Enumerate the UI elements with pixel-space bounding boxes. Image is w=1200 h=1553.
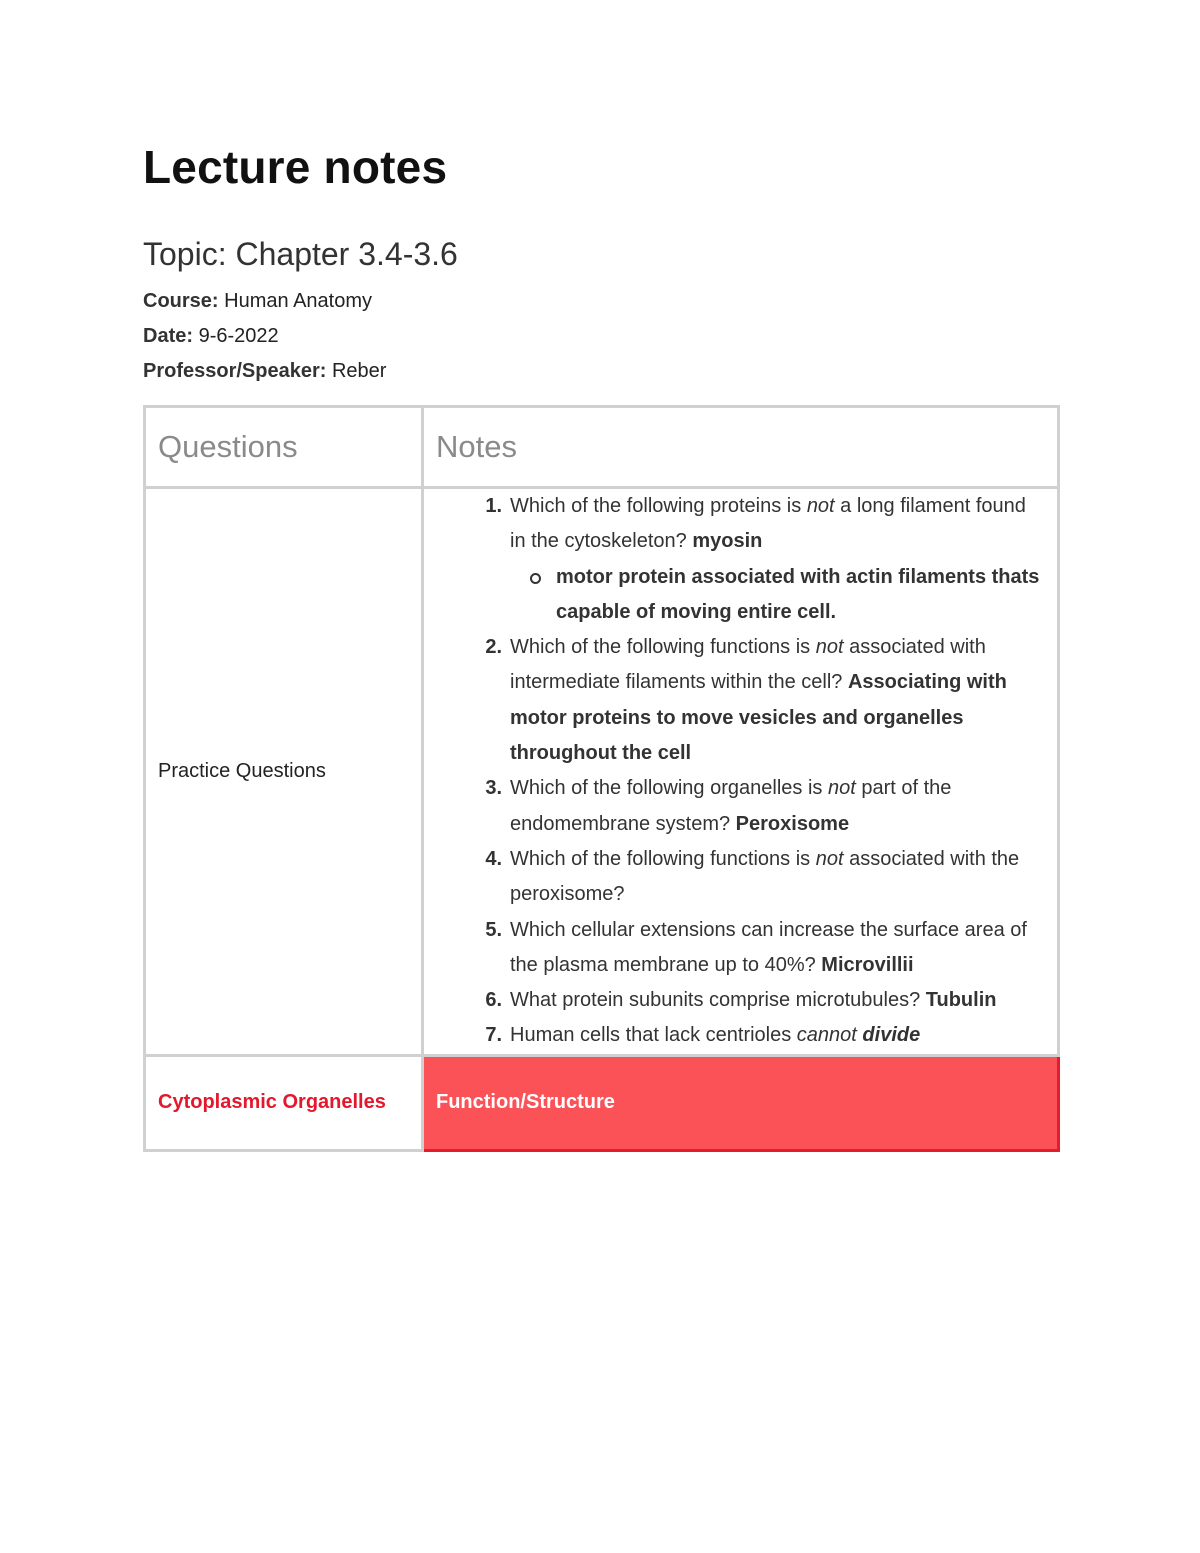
course-label: Course: — [143, 290, 219, 312]
list-item — [510, 913, 1045, 984]
list-item — [510, 489, 1045, 630]
question-text-cont: a long filament found in the cytoskeleton? — [510, 495, 1026, 553]
question-list — [436, 489, 1045, 1054]
question-text: Which cellular extensions can increase the surface area of the plasma membrane up to 40%? — [510, 918, 1027, 976]
date-value: 9-6-2022 — [198, 325, 279, 347]
question-emphasis: cannot — [796, 1024, 857, 1047]
lecture-metadata — [143, 284, 386, 389]
practice-questions-row — [145, 488, 1059, 1056]
practice-questions-label: Practice Questions — [145, 488, 423, 1056]
hollow-circle-bullet-icon — [530, 573, 541, 584]
list-item — [510, 1018, 1045, 1053]
speaker-row — [143, 354, 386, 389]
question-answer: Microvillii — [821, 953, 914, 976]
page-title: Lecture notes — [143, 141, 448, 193]
question-emphasis: not — [806, 495, 835, 517]
question-answer: Peroxisome — [735, 812, 850, 835]
question-answer: Tubulin — [925, 989, 997, 1012]
question-text: Human cells that lack centrioles — [510, 1024, 797, 1047]
list-item — [510, 842, 1045, 913]
function-structure-cell: Function/Structure — [423, 1055, 1059, 1150]
question-text: What protein subunits comprise microtubules? — [510, 989, 926, 1012]
question-text: Which of the following proteins is — [510, 495, 807, 517]
question-text-cont: part of the endomembrane system? — [510, 777, 952, 835]
table-header-row — [145, 407, 1059, 488]
list-item — [510, 771, 1045, 842]
question-answer: divide — [862, 1024, 921, 1047]
speaker-label: Professor/Speaker: — [143, 360, 327, 382]
list-item — [556, 560, 1045, 631]
speaker-value: Reber — [331, 360, 387, 382]
notes-column-header: Notes — [423, 407, 1059, 488]
question-emphasis: not — [815, 847, 844, 870]
date-row — [143, 319, 386, 354]
course-row — [143, 284, 386, 319]
list-item — [510, 630, 1045, 771]
question-emphasis: not — [815, 636, 844, 659]
question-text-cont: associated with intermediate filaments within the cell? — [510, 636, 986, 694]
cytoplasmic-organelles-row — [145, 1055, 1059, 1150]
cytoplasmic-organelles-label: Cytoplasmic Organelles — [145, 1055, 423, 1150]
question-text-cont: associated with the peroxisome? — [510, 847, 1020, 906]
question-text: Which of the following functions is — [510, 636, 816, 659]
course-value: Human Anatomy — [224, 290, 372, 312]
question-answer: myosin — [692, 530, 763, 553]
question-text: Which of the following functions is — [510, 847, 816, 870]
answer-detail-list — [510, 560, 1045, 631]
topic-heading: Topic: Chapter 3.4-3.6 — [143, 236, 458, 272]
question-answer: Associating with motor proteins to move vesicles and organelles throughout the cell — [510, 671, 1007, 765]
question-emphasis: not — [827, 777, 856, 800]
answer-detail: motor protein associated with actin filaments thats capable of moving entire cell. — [556, 565, 1040, 623]
date-label: Date: — [143, 325, 194, 347]
practice-questions-notes — [423, 488, 1059, 1056]
list-item — [510, 983, 1045, 1018]
questions-column-header: Questions — [145, 407, 423, 488]
question-text: Which of the following organelles is — [510, 777, 828, 800]
cornell-notes-table — [143, 405, 1060, 1152]
